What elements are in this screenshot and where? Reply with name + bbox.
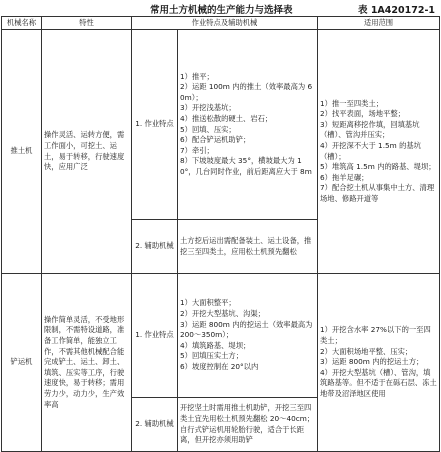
list-item: 5）回填压实土方； — [180, 351, 244, 361]
aux-bulldozer: 土方挖后运出需配备装土、运土设备，推挖三至四类土，应用松土机预先翻松 — [178, 220, 318, 274]
scope-scraper — [318, 274, 440, 452]
scope-bulldozer — [318, 30, 440, 274]
list-item: 1）推平； — [180, 71, 214, 81]
list-item: 3）开挖浅基坑； — [180, 103, 236, 113]
table-row — [2, 30, 440, 220]
list-item: 6）拖羊足碾； — [320, 172, 369, 182]
list-item: 1）大面积整平； — [180, 298, 236, 308]
list-item: 4）推送松散的硬土、岩石； — [180, 113, 273, 123]
list-item: 3）运距 800m 内的挖运土（效率最高为 200～350m）； — [180, 319, 313, 340]
list-item: 2）大面积场地平整、压实； — [320, 346, 413, 356]
header-traits: 特性 — [42, 17, 132, 30]
table-row — [2, 274, 440, 398]
list-item: 2）运距 100m 内的推土（效率最高为 60m）； — [180, 82, 313, 102]
ops-list-bulldozer — [180, 71, 315, 179]
ops-label-scraper: 1. 作业特点 — [132, 274, 178, 398]
list-item: 6）坡度控制在 20°以内 — [180, 361, 259, 371]
table-header-row — [2, 17, 440, 30]
aux-label-scraper: 2. 辅助机械 — [132, 398, 178, 452]
list-item: 5）堆筑高 1.5m 内的路基、堤坝； — [320, 162, 436, 172]
scope-list-bulldozer — [320, 98, 437, 206]
list-item: 7）配合挖土机从事集中土方、清理场地、修路开道等 — [320, 183, 435, 203]
header-operations: 作业特点及辅助机械 — [132, 17, 318, 30]
title-row — [0, 0, 441, 16]
list-item: 8）下坡坡度最大 35°，横坡最大为 10°，几台同时作业，前后距离应大于 8m — [180, 156, 312, 176]
machine-name-bulldozer: 推土机 — [2, 30, 42, 274]
list-item: 4）开挖大型基坑（槽）、管沟，填筑路基等。但不适于在砾石层、冻土地带及沼泽地区使用 — [320, 367, 437, 398]
list-item: 3）短距离移挖作填，回填基坑（槽）、管沟并压实； — [320, 119, 420, 140]
list-item: 2）找平表面，场地平整； — [320, 109, 405, 119]
header-scope: 适用范围 — [318, 17, 440, 30]
ops-scraper — [178, 274, 318, 398]
traits-bulldozer: 操作灵活、运转方便，需工作面小，可挖土、运土，易于转移，行驶速度快，应用广泛 — [42, 30, 132, 274]
table-number: 表 1A420172-1 — [358, 5, 435, 16]
aux-scraper: 开挖坚土时需用推土机助铲，开挖三至四类土宜先用松土机预先翻松 20～40cm；自行式铲运机用轮胎行驶，适合于长距离，但开挖亦须用助铲 — [178, 398, 318, 452]
list-item: 2）开挖大型基坑、沟渠； — [180, 309, 265, 319]
traits-scraper: 操作简单灵活，不受地形限制，不需特设道路，准备工作简单，能独立工作，不需其他机械配合能完成铲土、运土、卸土、填筑、压实等工序，行驶速度快，易于转移；需用劳力少，动力少，生产效率高 — [42, 274, 132, 452]
ops-bulldozer — [178, 30, 318, 220]
machinery-table — [1, 16, 440, 452]
list-item: 1）推一至四类土； — [320, 98, 384, 108]
document-title: 常用土方机械的生产能力与选择表 — [150, 5, 293, 16]
list-item: 1）开挖含水率 27%以下的一至四类土； — [320, 325, 431, 346]
scope-list-scraper — [320, 324, 437, 400]
ops-list-scraper — [180, 297, 315, 373]
list-item: 6）配合铲运机助铲； — [180, 135, 251, 145]
ops-label-bulldozer: 1. 作业特点 — [132, 30, 178, 220]
list-item: 4）开挖深不大于 1.5m 的基坑（槽）； — [320, 140, 421, 161]
list-item: 5）回填、压实； — [180, 124, 236, 134]
header-machine-name: 机械名称 — [2, 17, 42, 30]
list-item: 4）填筑路基、堤坝； — [180, 340, 251, 350]
list-item: 3）运距 800m 内的挖运土方； — [320, 357, 424, 367]
aux-label-bulldozer: 2. 辅助机械 — [132, 220, 178, 274]
list-item: 7）牵引； — [180, 145, 214, 155]
machine-name-scraper: 铲运机 — [2, 274, 42, 452]
